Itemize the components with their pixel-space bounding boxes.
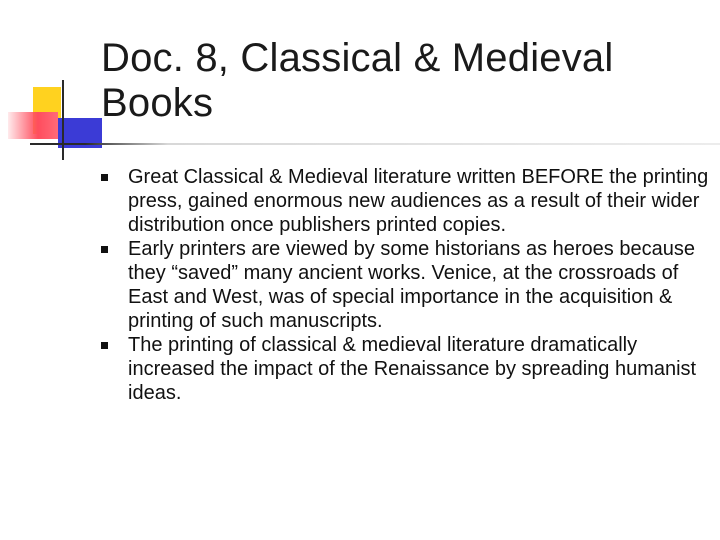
decorative-red-block <box>8 112 58 139</box>
square-bullet-icon <box>101 342 108 349</box>
square-bullet-icon <box>101 246 108 253</box>
decorative-vertical-line <box>62 80 64 160</box>
slide-title: Doc. 8, Classical & Medieval Books <box>101 36 614 125</box>
bullet-text: The printing of classical & medieval literature dramatically increased the impact of the Renaissance by spreading humanist ideas. <box>128 334 697 404</box>
bullet-item <box>100 237 710 333</box>
square-bullet-icon <box>101 174 108 181</box>
bullet-text: Early printers are viewed by some historians as heroes because they “saved” many ancient works. Venice, at the crossroads of East and West, was of special importance in the acquisition & printing of such manuscripts. <box>128 238 695 332</box>
bullet-item <box>100 333 710 405</box>
bullet-item <box>100 165 710 237</box>
bullet-list <box>100 165 710 405</box>
title-underline <box>30 143 720 145</box>
bullet-text: Great Classical & Medieval literature written BEFORE the printing press, gained enormous new audiences as a result of their wider distribution once publishers printed copies. <box>128 166 709 236</box>
